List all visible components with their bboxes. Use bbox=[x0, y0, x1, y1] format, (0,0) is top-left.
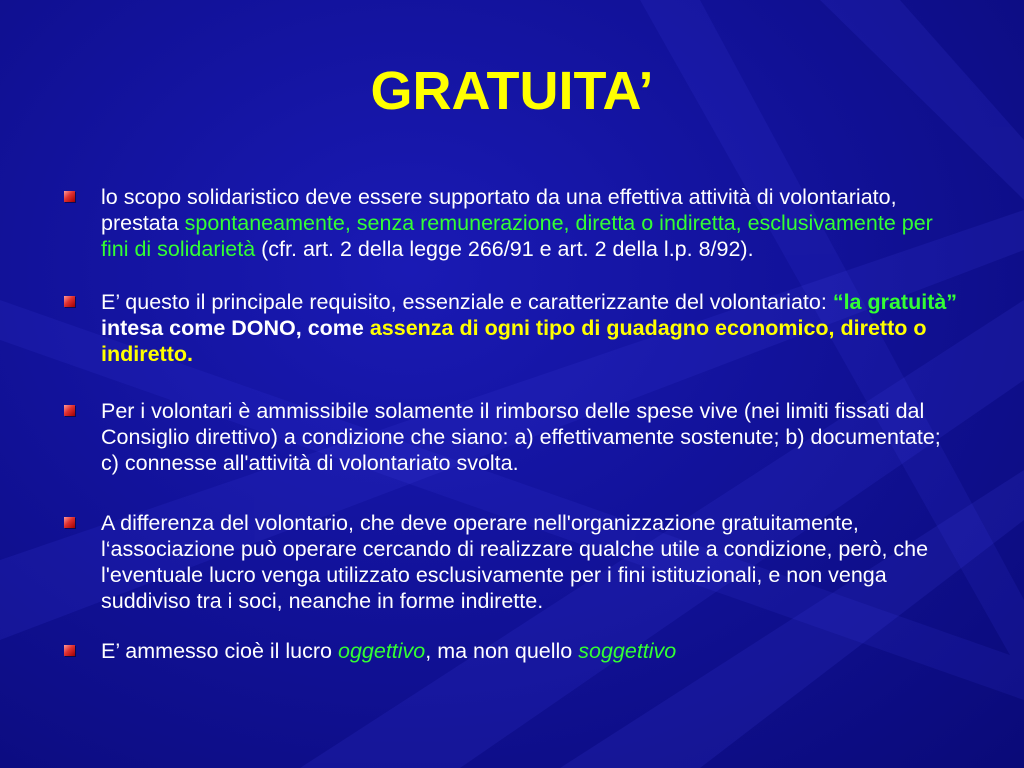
highlight-green-text: “la gratuità” bbox=[832, 290, 958, 314]
text-run: E’ ammesso cioè il lucro bbox=[101, 639, 338, 663]
bullet-text bbox=[101, 289, 964, 367]
bullet-text bbox=[101, 184, 964, 262]
bullet-text bbox=[101, 510, 964, 614]
square-bullet-icon bbox=[64, 296, 75, 307]
text-run: Per i volontari è ammissibile solamente il rimborso delle spese vive (nei limiti fissati dal Consiglio direttivo) a condizione che siano: a) effettivamente sostenute; b) documentate; c) connesse all'attività di volontariato svolta. bbox=[101, 399, 941, 475]
text-run: A differenza del volontario, che deve operare nell'organizzazione gratuitamente, l‘associazione può operare cercando di realizzare qualche utile a condizione, però, che l'eventuale lucro venga utilizzato esclusivamente per i fini istituzionali, e non venga suddiviso tra i soci, neanche in forme indirette. bbox=[101, 511, 929, 613]
text-run: lo scopo solidaristico deve essere supportato da una effettiva attività di volontariato, prestata bbox=[101, 185, 897, 235]
text-run: E’ questo il principale requisito, essenziale e caratterizzante del volontariato: bbox=[101, 290, 833, 314]
bullet-text bbox=[101, 638, 964, 664]
text-run: , ma non quello bbox=[425, 639, 579, 663]
square-bullet-icon bbox=[64, 517, 75, 528]
highlight-green-italic-text: oggettivo bbox=[337, 639, 426, 663]
square-bullet-icon bbox=[64, 645, 75, 656]
bullet-text bbox=[101, 398, 964, 476]
highlight-green-italic-text: soggettivo bbox=[578, 639, 677, 663]
square-bullet-icon bbox=[64, 405, 75, 416]
text-run: (cfr. art. 2 della legge 266/91 e art. 2 della l.p. 8/92). bbox=[255, 237, 754, 261]
bold-text: intesa come DONO, come bbox=[101, 316, 370, 340]
slide-title: GRATUITA’ bbox=[370, 61, 654, 121]
highlight-yellow-text: assenza di ogni tipo di guadagno economico, diretto o indiretto. bbox=[101, 316, 927, 366]
highlight-green-text: spontaneamente, senza remunerazione, diretta o indiretta, esclusivamente per fini di solidarietà bbox=[101, 211, 933, 261]
square-bullet-icon bbox=[64, 191, 75, 202]
